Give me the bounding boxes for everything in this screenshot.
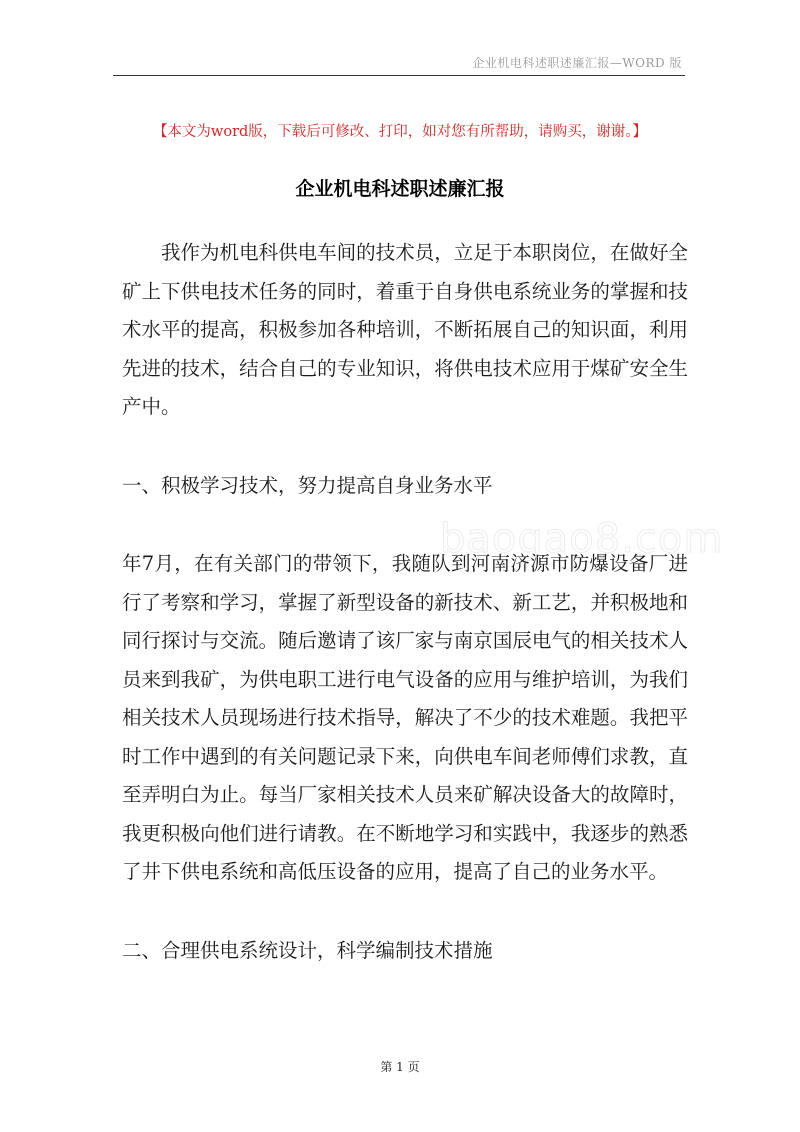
section-2-heading: 二、合理供电系统设计，科学编制技术措施 <box>122 938 493 962</box>
header-divider <box>113 75 685 76</box>
document-body <box>122 234 688 970</box>
section-1-paragraph: 年7月，在有关部门的带领下，我随队到河南济源市防爆设备厂进行了考察和学习，掌握了新型设备的新技术、新工艺，并积极地和同行探讨与交流。随后邀请了该厂家与南京国辰电气的相关技术人员来到我矿，为供电职工进行电气设备的应用与维护培训，为我们相关技术人员现场进行技术指导，解决了不少的技术难题。我把平时工作中遇到的有关问题记录下来，向供电车间老师傅们求教，直至弄明白为止。每当厂家相关技术人员来矿解决设备大的故障时，我更积极向他们进行请教。在不断地学习和实践中，我逐步的熟悉了井下供电系统和高低压设备的应用，提高了自己的业务水平。 <box>122 552 688 883</box>
purchase-notice: 【本文为word版，下载后可修改、打印，如对您有所帮助，请购买，谢谢。】 <box>152 124 648 140</box>
intro-paragraph: 我作为机电科供电车间的技术员，立足于本职岗位，在做好全矿上下供电技术任务的同时，着重于自身供电系统业务的掌握和技术水平的提高，积极参加各种培训，不断拓展自己的知识面，利用先进的技术，结合自己的专业知识，将供电技术应用于煤矿安全生产中。 <box>122 241 688 418</box>
site-watermark: baogao8.com <box>440 516 724 562</box>
page-number: 第 1 页 <box>380 1060 420 1074</box>
section-1-heading: 一、积极学习技术，努力提高自身业务水平 <box>122 473 493 497</box>
document-title: 企业机电科述职述廉汇报 <box>295 178 505 200</box>
running-header: 企业机电科述职述廉汇报—WORD 版 <box>472 56 682 70</box>
